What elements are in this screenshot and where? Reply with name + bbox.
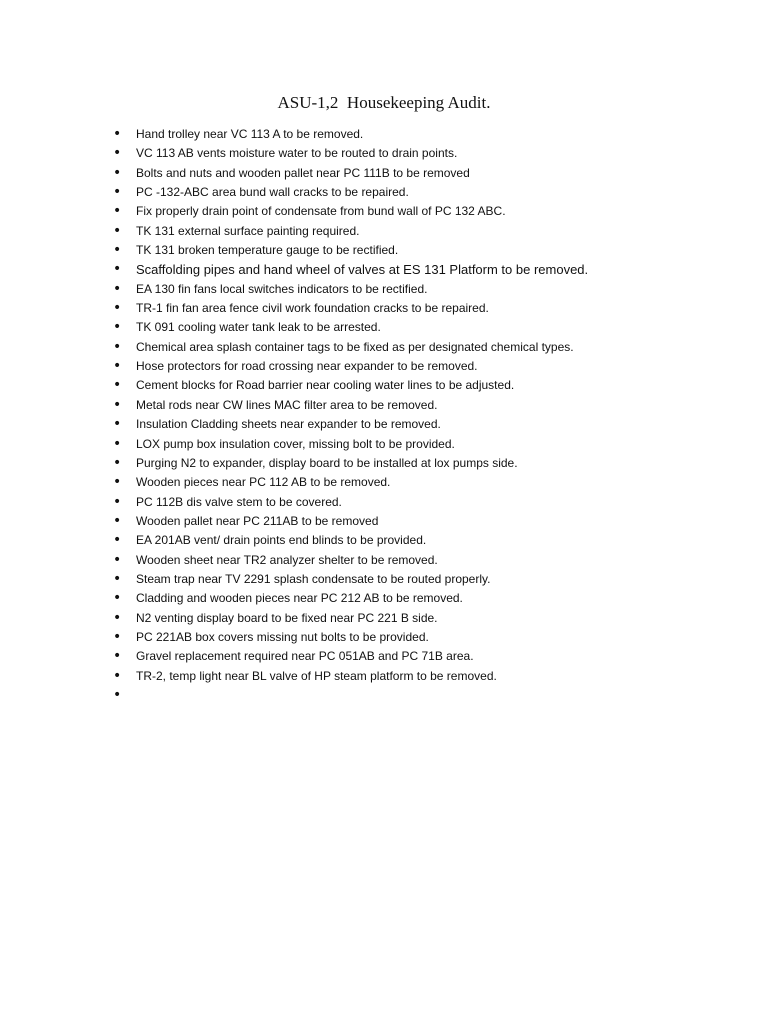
audit-item-text: Metal rods near CW lines MAC filter area to be removed. [136, 397, 438, 412]
bullet-icon: • [113, 686, 122, 703]
bullet-icon: • [113, 493, 122, 510]
audit-item-text: Cladding and wooden pieces near PC 212 AB to be removed. [136, 591, 463, 606]
bullet-icon: • [113, 454, 122, 471]
audit-item-text: N2 venting display board to be fixed near PC 221 B side. [136, 610, 438, 625]
audit-item-text: Wooden pallet near PC 211AB to be removed [136, 513, 379, 528]
bullet-icon: • [113, 203, 122, 220]
audit-item-text: Chemical area splash container tags to be fixed as per designated chemical types. [136, 339, 574, 354]
bullet-icon: • [113, 358, 122, 375]
document-title: ASU-1,2 Housekeeping Audit. [277, 93, 491, 112]
audit-item-text: Scaffolding pipes and hand wheel of valves at ES 131 Platform to be removed. [136, 262, 589, 278]
bullet-icon: • [113, 396, 122, 413]
audit-item-text: PC 221AB box covers missing nut bolts to be provided. [136, 629, 429, 644]
audit-item-text: TK 131 broken temperature gauge to be rectified. [136, 243, 399, 258]
audit-item-text: PC 112B dis valve stem to be covered. [136, 494, 342, 509]
bullet-icon: • [113, 628, 122, 645]
audit-item-text: Insulation Cladding sheets near expander to be removed. [136, 417, 441, 432]
audit-item-text: TR-2, temp light near BL valve of HP steam platform to be removed. [136, 668, 497, 683]
audit-item-text: Gravel replacement required near PC 051AB and PC 71B area. [136, 649, 474, 664]
audit-item-text: EA 130 fin fans local switches indicators to be rectified. [136, 281, 428, 296]
audit-item-text: TR-1 fin fan area fence civil work foundation cracks to be repaired. [136, 301, 489, 316]
audit-item-text: TK 091 cooling water tank leak to be arrested. [136, 320, 381, 335]
bullet-icon: • [113, 551, 122, 568]
bullet-icon: • [113, 609, 122, 626]
audit-item-text: Hand trolley near VC 113 A to be removed. [136, 127, 364, 141]
bullet-icon: • [113, 377, 122, 394]
audit-item-text: PC -132-ABC area bund wall cracks to be repaired. [136, 185, 409, 200]
bullet-icon: • [113, 300, 122, 317]
bullet-icon: • [113, 280, 122, 297]
bullet-icon: • [113, 532, 122, 549]
bullet-icon: • [113, 242, 122, 259]
bullet-icon: • [113, 416, 122, 433]
bullet-icon: • [113, 435, 122, 452]
bullet-icon: • [113, 261, 122, 278]
audit-item-text: LOX pump box insulation cover, missing bolt to be provided. [136, 436, 455, 451]
bullet-icon: • [113, 590, 122, 607]
bullet-icon: • [113, 319, 122, 336]
bullet-icon: • [113, 222, 122, 239]
bullet-icon: • [113, 512, 122, 529]
audit-item-text: EA 201AB vent/ drain points end blinds to be provided. [136, 533, 427, 548]
bullet-icon: • [113, 145, 122, 162]
bullet-icon: • [113, 570, 122, 587]
bullet-icon: • [113, 338, 122, 355]
audit-item-text: Hose protectors for road crossing near expander to be removed. [136, 359, 478, 374]
audit-item-text: Cement blocks for Road barrier near cooling water lines to be adjusted. [136, 378, 515, 393]
audit-item-text: Bolts and nuts and wooden pallet near PC 111B to be removed [136, 165, 470, 180]
audit-item-text: Wooden sheet near TR2 analyzer shelter to be removed. [136, 552, 438, 567]
bullet-icon: • [113, 164, 122, 181]
bullet-icon: • [113, 184, 122, 201]
audit-item-text: TK 131 external surface painting required. [136, 223, 360, 238]
bullet-icon: • [113, 474, 122, 491]
audit-item-text: Fix properly drain point of condensate from bund wall of PC 132 ABC. [136, 204, 506, 219]
bullet-icon: • [113, 126, 122, 142]
bullet-icon: • [113, 667, 122, 684]
bullet-icon: • [113, 648, 122, 665]
audit-item-text: VC 113 AB vents moisture water to be routed to drain points. [136, 146, 458, 161]
audit-item-text: Wooden pieces near PC 112 AB to be removed. [136, 475, 391, 490]
audit-item-text: Purging N2 to expander, display board to be installed at lox pumps side. [136, 455, 518, 470]
audit-item-text: Steam trap near TV 2291 splash condensate to be routed properly. [136, 571, 491, 586]
